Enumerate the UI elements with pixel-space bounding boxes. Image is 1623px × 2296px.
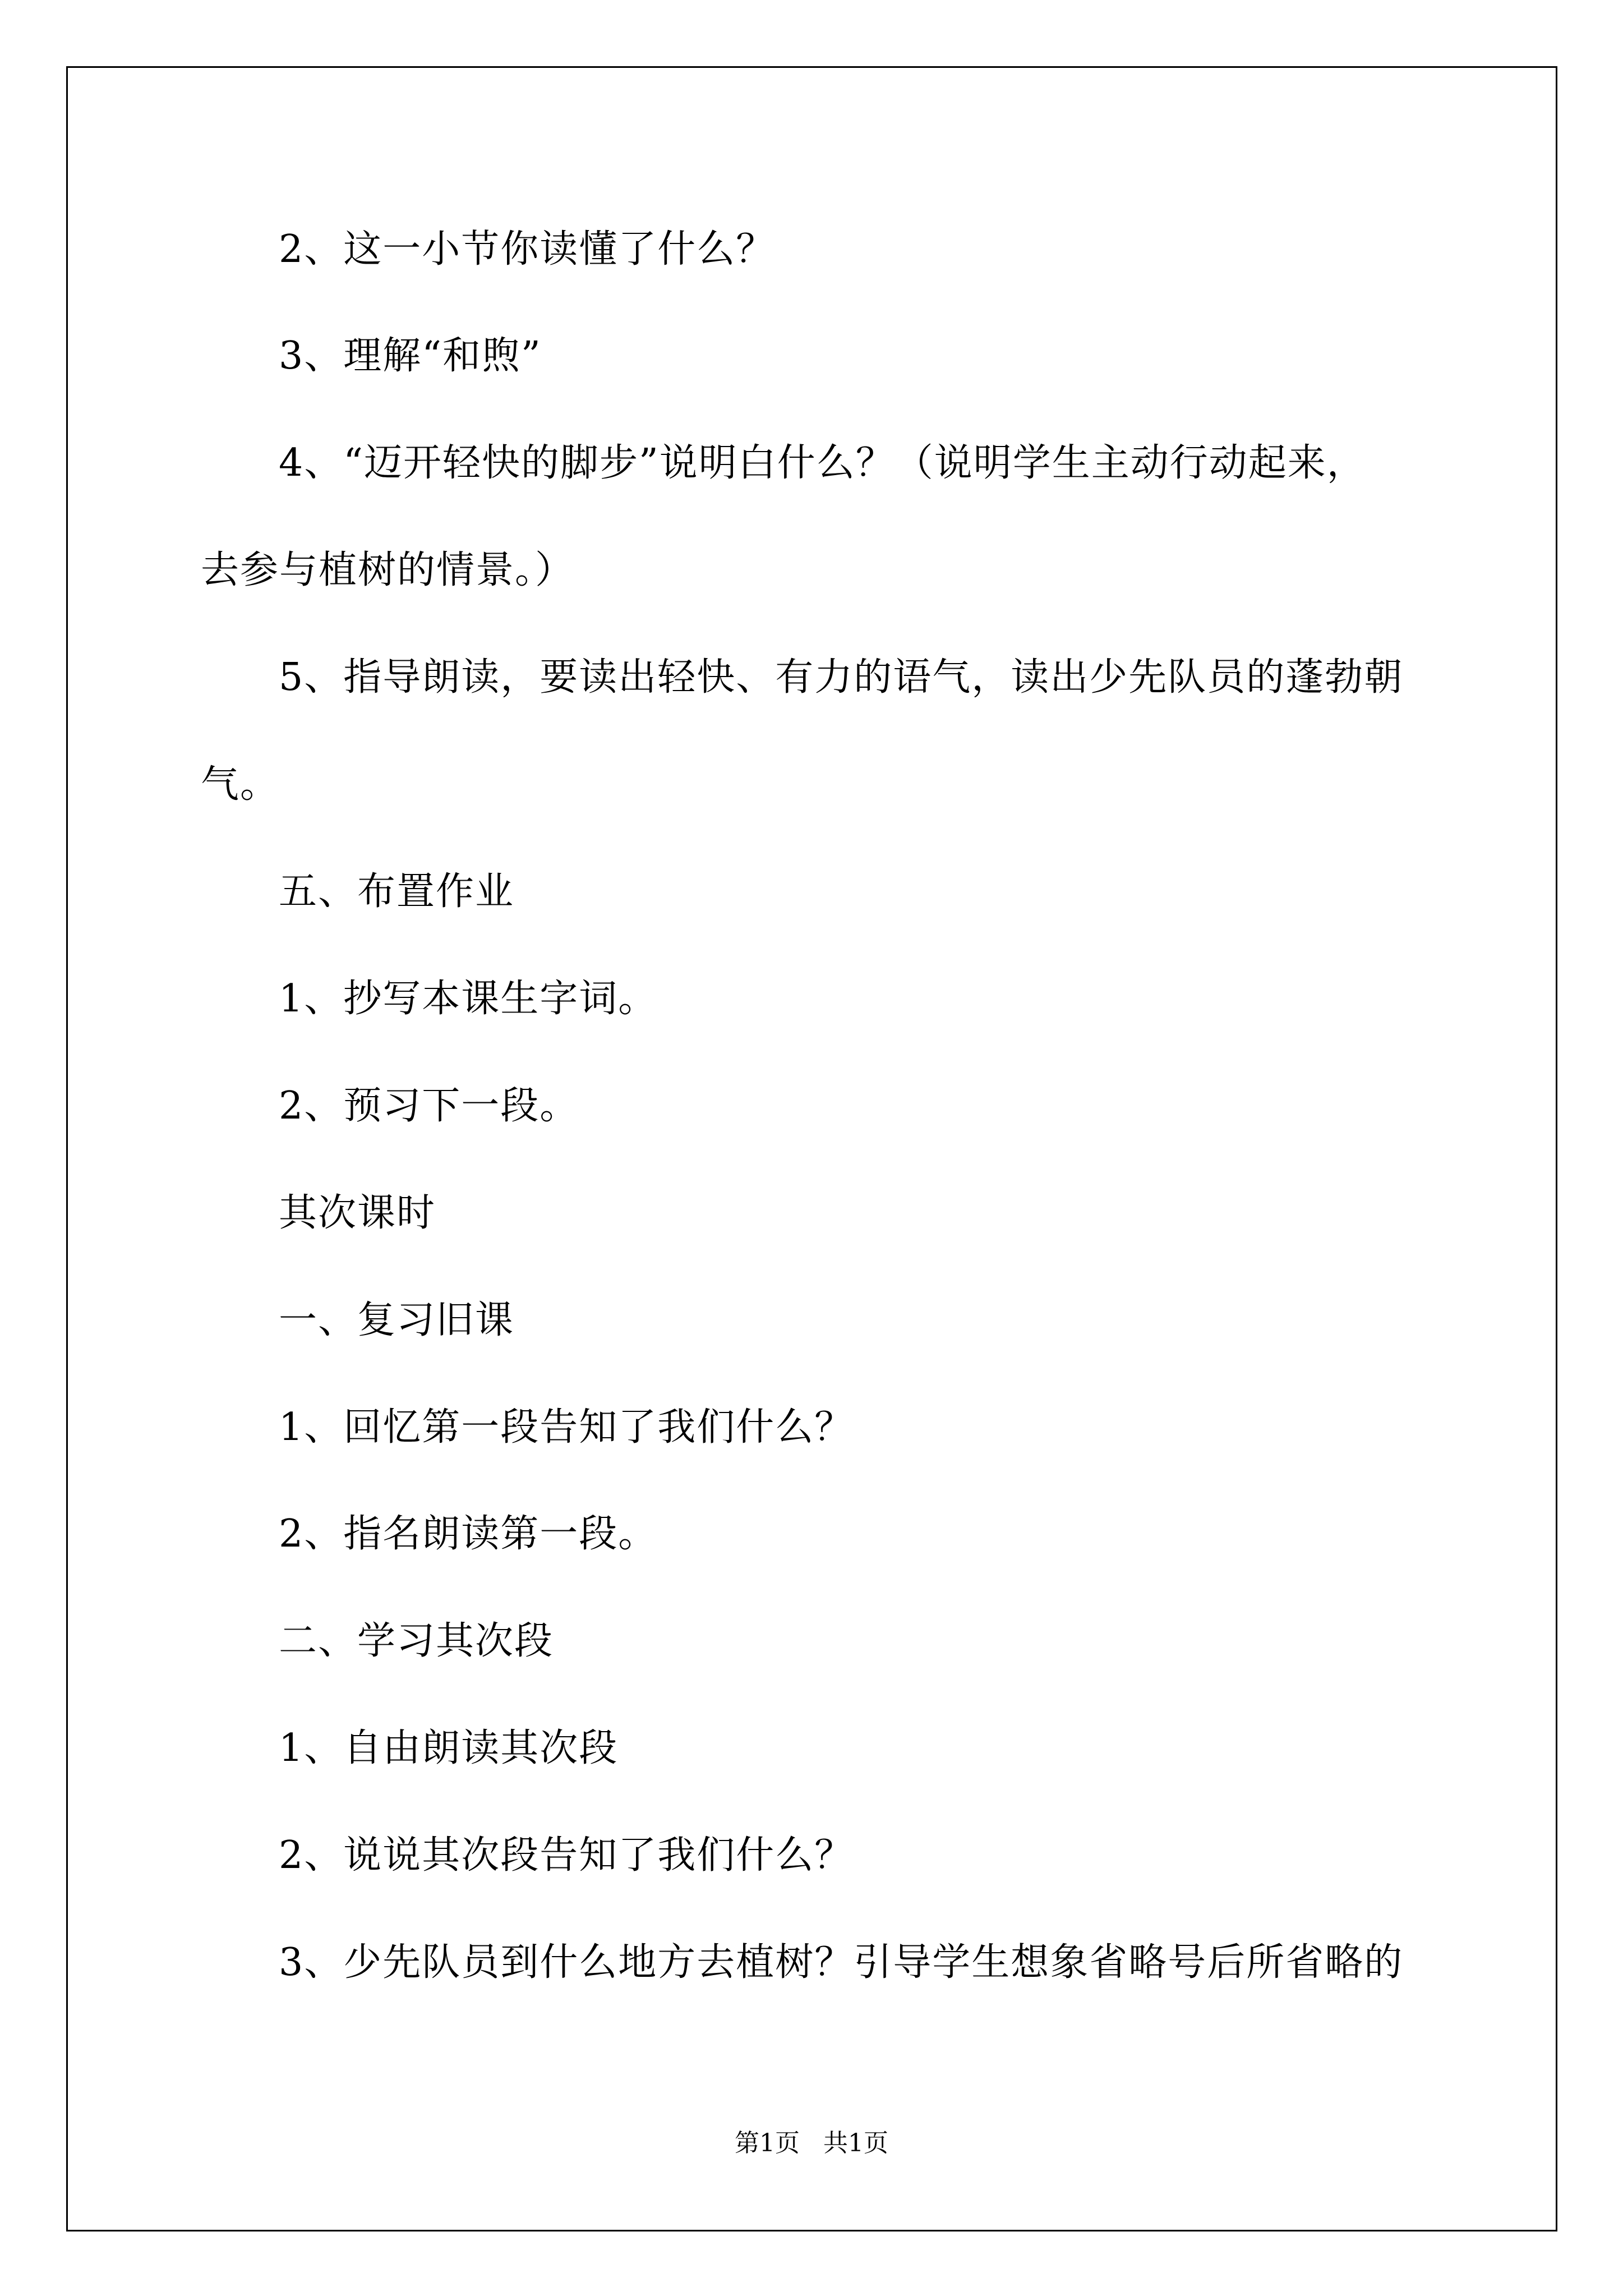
text-line: 1、自由朗读其次段	[279, 1726, 619, 1770]
page-footer: 第1页 共1页	[735, 2129, 888, 2157]
section-heading: 其次课时	[279, 1191, 436, 1235]
text-line: 1、抄写本课生字词。	[279, 977, 658, 1021]
text-line: 4、“迈开轻快的脚步”说明白什么？（说明学生主动行动起来，	[279, 441, 1366, 485]
text-line: 气。	[201, 762, 280, 807]
text-line: 2、说说其次段告知了我们什么？	[279, 1833, 854, 1878]
text-line: 1、回忆第一段告知了我们什么？	[279, 1405, 854, 1450]
section-heading: 一、复习旧课	[279, 1298, 515, 1342]
section-heading: 五、布置作业	[279, 869, 515, 914]
text-line: 去参与植树的情景。）	[201, 548, 575, 592]
text-line: 2、指名朗读第一段。	[279, 1512, 658, 1556]
text-line: 3、理解“和煦”	[279, 334, 542, 378]
section-heading: 二、学习其次段	[279, 1619, 554, 1663]
text-line: 3、少先队员到什么地方去植树？引导学生想象省略号后所省略的	[279, 1940, 1404, 1985]
text-line: 2、这一小节你读懂了什么？	[279, 227, 776, 272]
text-line: 2、预习下一段。	[279, 1084, 579, 1128]
text-line: 5、指导朗读，要读出轻快、有力的语气，读出少先队员的蓬勃朝	[279, 655, 1404, 700]
